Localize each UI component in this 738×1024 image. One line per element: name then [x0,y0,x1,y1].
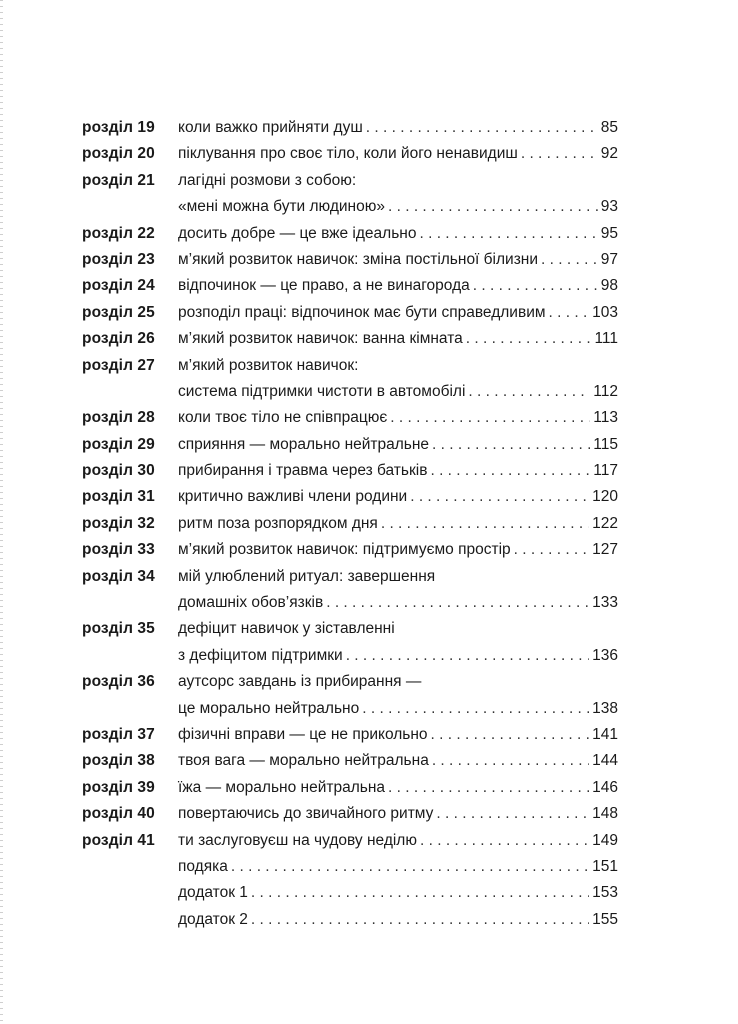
entry-title: м’який розвиток навичок: [178,356,359,374]
toc-entry [178,620,618,638]
page-number: 115 [593,435,618,453]
dot-leader [420,832,589,850]
dot-leader [541,251,598,269]
page-number: 148 [592,805,618,823]
toc-entry [178,647,618,665]
page-number: 85 [600,119,618,136]
page-number: 95 [600,224,618,242]
page-number: 103 [592,303,618,321]
toc-entry [178,119,618,137]
page-number: 117 [593,462,618,480]
entry-title: лагідні розмови з собою: [178,171,357,189]
toc-entry [178,726,618,744]
dot-leader [432,436,590,454]
entry-title: досить добре — це вже ідеально [178,224,417,242]
toc-entry [178,462,618,480]
entry-title: сприяння — морально нейтральне [178,435,430,453]
chapter-label: розділ 32 [82,514,155,532]
toc-row [0,407,738,433]
toc-entry [178,277,618,295]
dot-leader [366,119,598,137]
toc-row [0,249,738,275]
toc-row [0,671,738,697]
page-number: 113 [593,409,618,427]
dot-leader [468,383,590,401]
page-number: 144 [592,752,618,770]
chapter-label: розділ 25 [82,303,155,321]
toc-row [0,460,738,486]
toc-entry [178,383,618,401]
toc-entry [178,700,618,718]
entry-title: коли твоє тіло не співпрацює [178,409,388,427]
toc-entry [178,225,618,243]
toc-row [0,750,738,776]
dot-leader [432,752,589,770]
toc-row [0,592,738,618]
toc-row [0,302,738,328]
toc-entry [178,568,618,586]
entry-title: прибирання і травма через батьків [178,462,428,480]
toc-entry [178,858,618,876]
dot-leader [390,409,590,427]
chapter-label: розділ 40 [82,805,155,823]
entry-title: «мені можна бути людиною» [178,198,385,216]
entry-title: аутсорс завдань із прибирання — [178,673,422,691]
chapter-label: розділ 30 [82,462,155,480]
entry-title: м’який розвиток навичок: зміна постільної білизни [178,250,539,268]
toc-row [0,434,738,460]
page-number: 138 [592,699,618,717]
dot-leader [473,277,598,295]
page-number: 149 [592,831,618,849]
chapter-label: розділ 22 [82,224,155,242]
toc-row [0,618,738,644]
toc-row [0,724,738,750]
dot-leader [466,330,592,348]
toc-entry [178,752,618,770]
toc-entry [178,251,618,269]
page-number: 120 [592,488,618,506]
entry-title: м’який розвиток навичок: ванна кімната [178,330,463,348]
page-number: 98 [600,277,618,295]
table-of-contents [0,117,738,935]
page-number: 151 [592,857,618,875]
chapter-label: розділ 19 [82,119,155,136]
toc-row [0,803,738,829]
chapter-label: розділ 20 [82,145,155,163]
entry-title: домашніх обов’язків [178,594,324,612]
toc-entry [178,436,618,454]
toc-entry [178,884,618,902]
dot-leader [521,145,598,163]
toc-entry [178,541,618,559]
dot-leader [231,858,589,876]
dot-leader [251,884,589,902]
chapter-label: розділ 26 [82,330,155,348]
page-number: 122 [592,514,618,532]
dot-leader [436,805,589,823]
page-number: 146 [592,778,618,796]
entry-title: подяка [178,857,228,875]
page-number: 97 [600,250,618,268]
dot-leader [346,647,589,665]
entry-title: їжа — морально нейтральна [178,778,386,796]
toc-entry [178,304,618,322]
dot-leader [419,225,597,243]
toc-entry [178,832,618,850]
dot-leader [388,198,598,216]
toc-row [0,698,738,724]
toc-row [0,909,738,935]
dot-leader [326,594,589,612]
toc-entry [178,330,618,348]
toc-entry [178,594,618,612]
page-number: 153 [592,884,618,902]
toc-row [0,196,738,222]
toc-entry [178,673,618,691]
entry-title: додаток 2 [178,910,248,928]
entry-title: критично важливі члени родини [178,488,408,506]
entry-title: повертаючись до звичайного ритму [178,805,434,823]
toc-entry [178,515,618,533]
toc-row [0,566,738,592]
chapter-label: розділ 34 [82,567,155,585]
entry-title: фізичні вправи — це не прикольно [178,725,428,743]
page-number: 112 [593,382,618,400]
entry-title: додаток 1 [178,884,248,902]
page-number: 127 [592,541,618,559]
chapter-label: розділ 35 [82,620,155,638]
chapter-label: розділ 31 [82,488,155,506]
entry-title: система підтримки чистоти в автомобілі [178,382,466,400]
toc-entry [178,409,618,427]
chapter-label: розділ 21 [82,171,155,189]
toc-row [0,830,738,856]
dot-leader [514,541,589,559]
dot-leader [431,726,590,744]
toc-entry [178,198,618,216]
entry-title: піклування про своє тіло, коли його ненавидиш [178,145,518,163]
chapter-label: розділ 29 [82,435,155,453]
page-number: 136 [592,646,618,664]
page-number: 155 [592,910,618,928]
toc-entry [178,911,618,929]
entry-title: відпочинок — це право, а не винагорода [178,277,470,295]
toc-entry [178,488,618,506]
toc-row [0,882,738,908]
page-number: 133 [592,594,618,612]
dot-leader [251,911,589,929]
toc-entry [178,779,618,797]
toc-row [0,513,738,539]
toc-entry [178,145,618,163]
page-number: 93 [600,198,618,216]
dot-leader [549,304,590,322]
toc-entry [178,172,618,190]
entry-title: коли важко прийняти душ [178,119,363,136]
entry-title: з дефіцитом підтримки [178,646,343,664]
toc-row [0,170,738,196]
toc-row [0,645,738,671]
entry-title: ти заслуговуєш на чудову неділю [178,831,417,849]
entry-title: дефіцит навичок у зіставленні [178,620,395,638]
toc-row [0,223,738,249]
dot-leader [388,779,589,797]
dot-leader [381,515,589,533]
toc-row [0,143,738,169]
toc-row [0,486,738,512]
chapter-label: розділ 33 [82,541,155,559]
toc-row [0,856,738,882]
toc-row [0,117,738,143]
entry-title: м’який розвиток навичок: підтримуємо простір [178,541,511,559]
chapter-label: розділ 38 [82,752,155,770]
entry-title: ритм поза розпорядком дня [178,514,378,532]
page-number: 92 [600,145,618,163]
toc-entry [178,805,618,823]
chapter-label: розділ 27 [82,356,155,374]
dot-leader [430,462,590,480]
page-number: 111 [594,330,618,348]
chapter-label: розділ 23 [82,250,155,268]
chapter-label: розділ 36 [82,673,155,691]
chapter-label: розділ 28 [82,409,155,427]
toc-entry [178,357,618,375]
chapter-label: розділ 24 [82,277,155,295]
toc-row [0,539,738,565]
toc-row [0,275,738,301]
entry-title: твоя вага — морально нейтральна [178,752,429,770]
entry-title: це морально нейтрально [178,699,360,717]
toc-row [0,381,738,407]
chapter-label: розділ 39 [82,778,155,796]
toc-row [0,355,738,381]
entry-title: розподіл праці: відпочинок має бути справедливим [178,303,546,321]
dot-leader [410,488,589,506]
chapter-label: розділ 37 [82,725,155,743]
toc-row [0,777,738,803]
entry-title: мій улюблений ритуал: завершення [178,567,436,585]
chapter-label: розділ 41 [82,831,155,849]
dot-leader [362,700,589,718]
toc-row [0,328,738,354]
page-number: 141 [592,725,618,743]
